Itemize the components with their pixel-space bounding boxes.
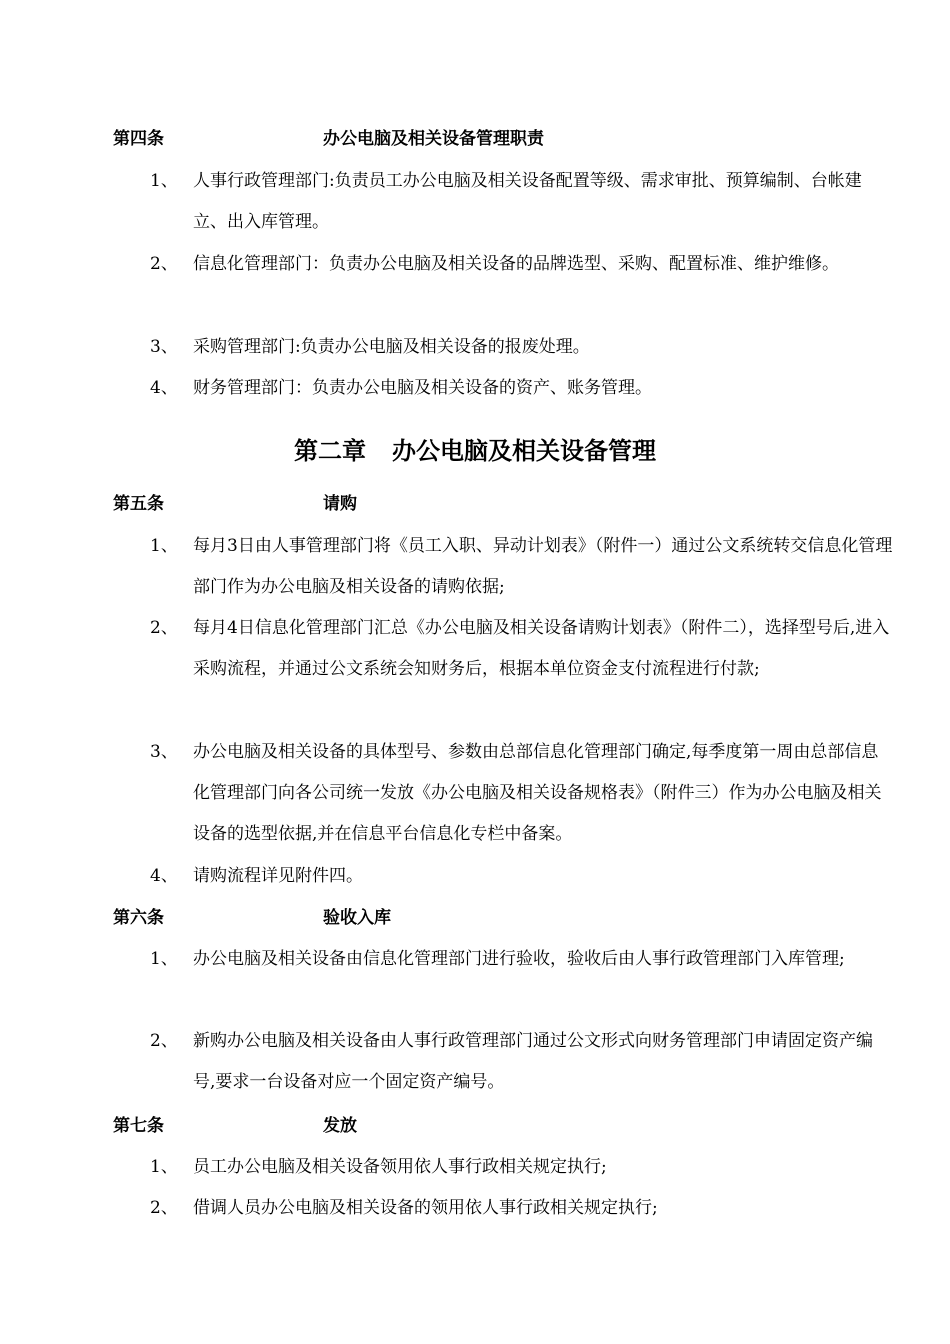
- list-item-index: 4、: [150, 866, 178, 886]
- list-item-index: 1、: [150, 171, 178, 191]
- article-number: 第四条: [113, 129, 164, 149]
- list-item-text: 财务管理部门：负责办公电脑及相关设备的资产、账务管理。: [193, 378, 652, 398]
- list-item-text: 借调人员办公电脑及相关设备的领用依人事行政相关规定执行;: [193, 1198, 658, 1218]
- list-item-index: 2、: [150, 254, 178, 274]
- chapter-title: 办公电脑及相关设备管理: [392, 436, 656, 465]
- chapter-heading: [0, 433, 950, 469]
- article-number: 第六条: [113, 908, 164, 928]
- article-heading: [113, 127, 544, 151]
- list-item-text: 请购流程详见附件四。: [193, 866, 363, 886]
- list-item-index: 1、: [150, 1157, 178, 1177]
- list-item-text: 每月3日由人事管理部门将《员工入职、异动计划表》（附件一）通过公文系统转交信息化管理部门作为办公电脑及相关设备的请购依据;: [193, 536, 893, 597]
- article-title: 办公电脑及相关设备管理职责: [323, 129, 544, 149]
- list-item-index: 3、: [150, 337, 178, 357]
- list-item-text: 人事行政管理部门:负责员工办公电脑及相关设备配置等级、需求审批、预算编制、台帐建立、出入库管理。: [193, 171, 862, 232]
- article-heading: [113, 906, 391, 930]
- list-item-index: 2、: [150, 618, 178, 638]
- list-item-index: 4、: [150, 378, 178, 398]
- article-heading: [113, 492, 357, 516]
- list-item-text: 每月4日信息化管理部门汇总《办公电脑及相关设备请购计划表》（附件二），选择型号后,进入采购流程，并通过公文系统会知财务后，根据本单位资金支付流程进行付款;: [193, 618, 890, 679]
- article-title: 请购: [323, 494, 357, 514]
- list-item-index: 2、: [150, 1198, 178, 1218]
- article-title: 发放: [323, 1116, 357, 1136]
- list-item-text: 采购管理部门:负责办公电脑及相关设备的报废处理。: [193, 337, 590, 357]
- list-item-index: 1、: [150, 536, 178, 556]
- list-item-index: 3、: [150, 742, 178, 762]
- article-title: 验收入库: [323, 908, 391, 928]
- list-item-text: 信息化管理部门：负责办公电脑及相关设备的品牌选型、采购、配置标准、维护维修。: [193, 254, 839, 274]
- list-item-text: 办公电脑及相关设备的具体型号、参数由总部信息化管理部门确定,每季度第一周由总部信息化管理部门向各公司统一发放《办公电脑及相关设备规格表》（附件三）作为办公电脑及相关设备的选型依据,并在信息平台信息化专栏中备案。: [193, 742, 882, 844]
- list-item-index: 1、: [150, 949, 178, 969]
- chapter-number: 第二章: [294, 436, 366, 465]
- article-number: 第七条: [113, 1116, 164, 1136]
- article-number: 第五条: [113, 494, 164, 514]
- list-item-text: 办公电脑及相关设备由信息化管理部门进行验收，验收后由人事行政管理部门入库管理;: [193, 949, 845, 969]
- list-item-text: 新购办公电脑及相关设备由人事行政管理部门通过公文形式向财务管理部门申请固定资产编号,要求一台设备对应一个固定资产编号。: [193, 1031, 873, 1092]
- list-item-text: 员工办公电脑及相关设备领用依人事行政相关规定执行;: [193, 1157, 607, 1177]
- list-item-index: 2、: [150, 1031, 178, 1051]
- article-heading: [113, 1114, 357, 1138]
